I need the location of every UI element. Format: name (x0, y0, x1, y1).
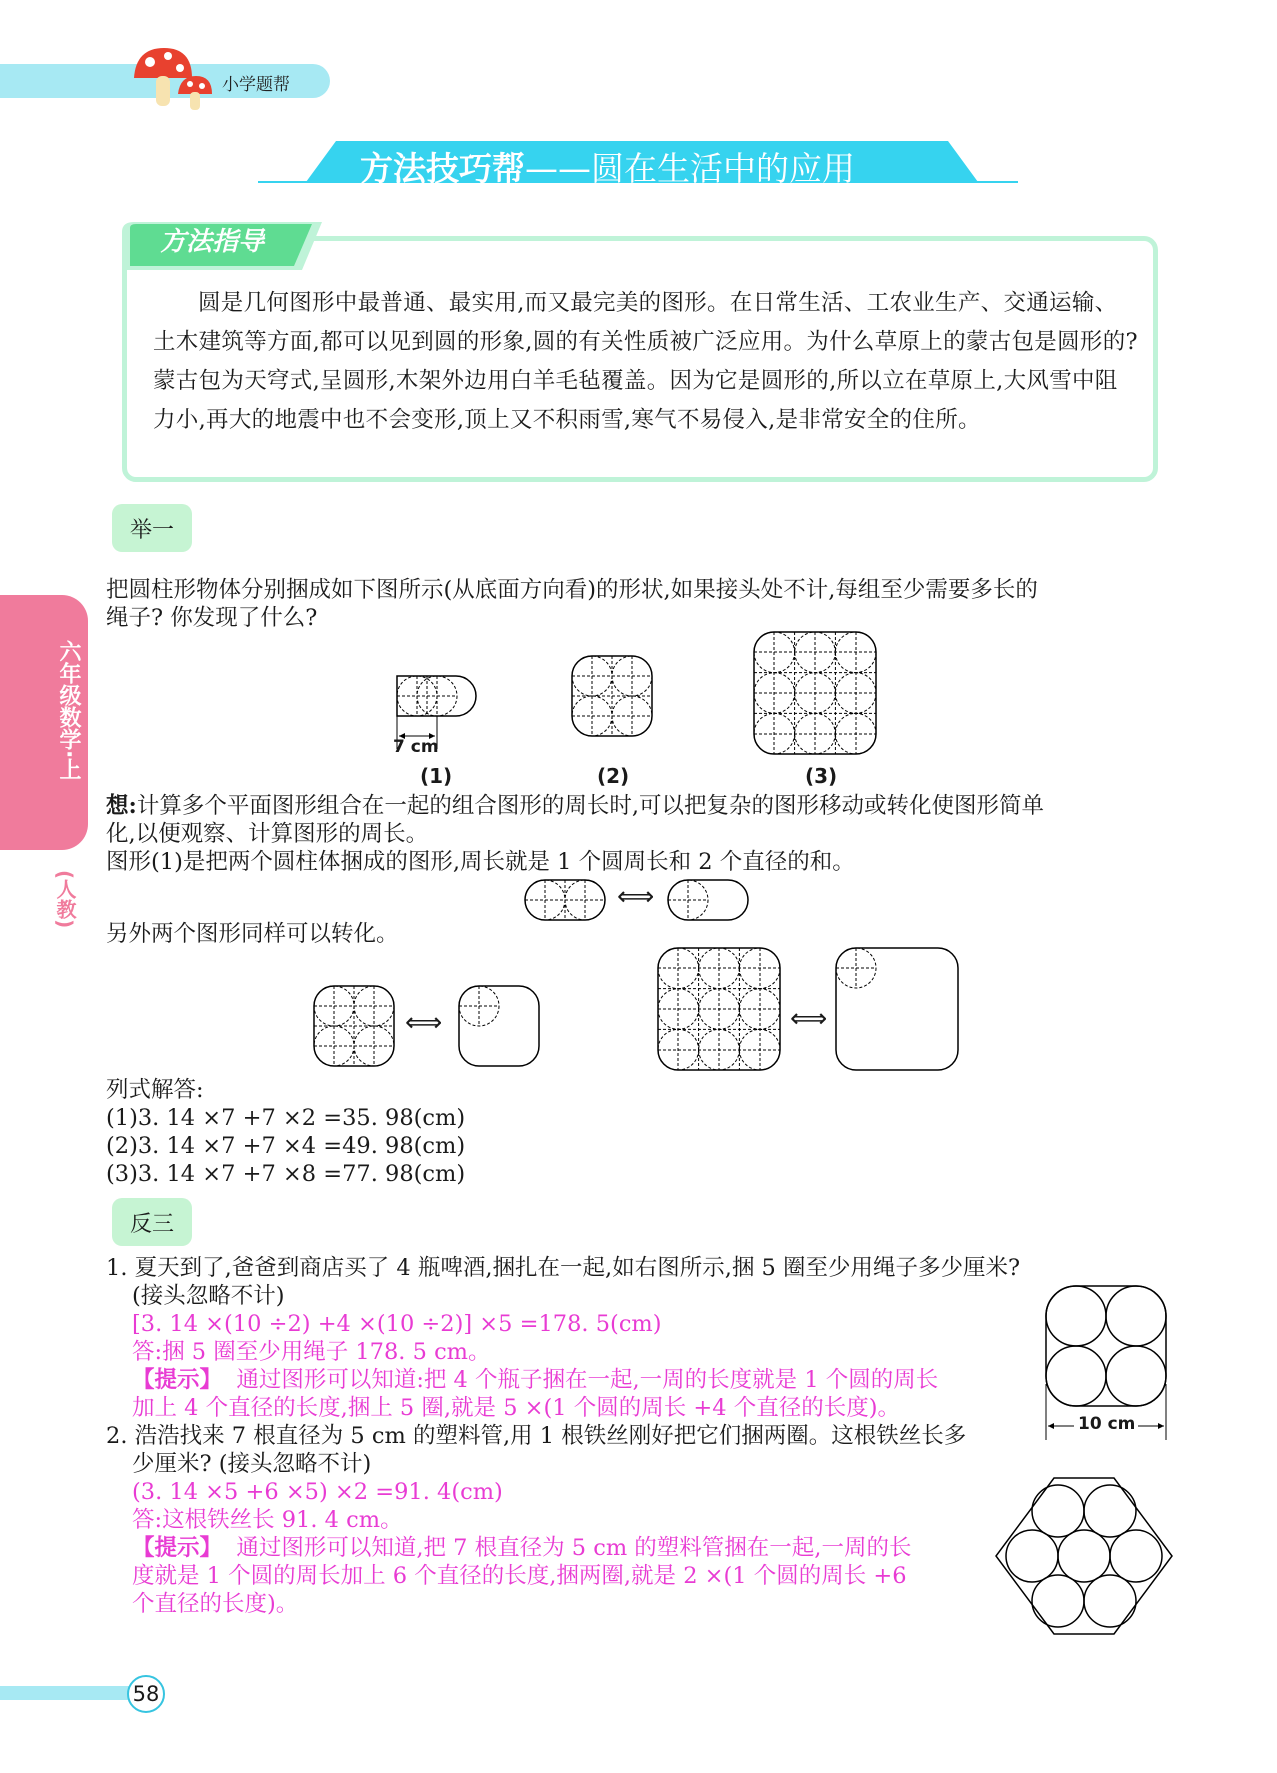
figure-2 (570, 654, 660, 744)
solution-title: 列式解答: (106, 1077, 204, 1103)
q2-hint-line3: 个直径的长度)。 (132, 1591, 299, 1617)
side-grade: 六年级数学·上 (56, 640, 81, 781)
q2-line2: 少厘米? (接头忽略不计) (132, 1451, 372, 1477)
title-sub: ——圆在生活中的应用 (525, 149, 855, 188)
example-question-line1: 把圆柱形物体分别捆成如下图所示(从底面方向看)的形状,如果接头处不计,每组至少需要多长的 (106, 577, 1038, 603)
transform-fig3-left (656, 946, 786, 1076)
transform-fig3-right (834, 946, 964, 1076)
q1-line2: (接头忽略不计) (132, 1283, 285, 1309)
q1-formula: [3. 14 ×(10 ÷2) +4 ×(10 ÷2)] ×5 =178. 5(cm) (132, 1311, 662, 1337)
q1-hint-text: 通过图形可以知道:把 4 个瓶子捆在一起,一周的长度就是 1 个圆的周长 (236, 1367, 939, 1393)
transform-fig2-right (457, 984, 543, 1070)
guide-tag: 方法指导 (160, 227, 265, 257)
transform-fig2-left (312, 984, 398, 1070)
page-title (360, 143, 855, 190)
transform-arrow-3: ⟺ (790, 1004, 828, 1034)
q1-hint-label: 【提示】 (132, 1367, 223, 1393)
solution-1: (1)3. 14 ×7 +7 ×2 =35. 98(cm) (106, 1105, 466, 1131)
transform-fig1-left (523, 878, 613, 922)
q2-answer: 答:这根铁丝长 91. 4 cm。 (132, 1507, 403, 1533)
q1-hint-line1 (132, 1366, 938, 1394)
brand-label: 小学题帮 (222, 75, 290, 95)
think-line1 (106, 792, 1044, 820)
q2-figure (994, 1476, 1174, 1636)
figure-1-label: (1) (420, 764, 453, 788)
q2-formula: (3. 14 ×5 +6 ×5) ×2 =91. 4(cm) (132, 1479, 503, 1505)
figure-2-label: (2) (597, 764, 630, 788)
tab-example: 举一 (112, 504, 192, 552)
mushroom-icon (128, 44, 218, 114)
think-label: 想: (106, 793, 137, 819)
example-question-line2: 绳子? 你发现了什么? (106, 605, 318, 631)
q1-answer: 答:捆 5 圈至少用绳子 178. 5 cm。 (132, 1339, 491, 1365)
guide-paragraph: 圆是几何图形中最普通、最实用,而又最完美的图形。在日常生活、工农业生产、交通运输、土木建筑等方面,都可以见到圆的形象,圆的有关性质被广泛应用。为什么草原上的蒙古包是圆形的? 蒙古包为天穹式,呈圆形,木架外边用白羊毛毡覆盖。因为它是圆形的,所以立在草原上,大风雪中阻力小,再大的地震中也不会变形,顶上又不积雨雪,寒气不易侵入,是非常安全的住所。 (153, 290, 1138, 433)
transform-fig1-right (666, 878, 756, 922)
solution-3: (3)3. 14 ×7 +7 ×8 =77. 98(cm) (106, 1161, 466, 1187)
q2-hint-line2: 度就是 1 个圆的周长加上 6 个直径的长度,捆两圈,就是 2 ×(1 个圆的周长 +6 (132, 1563, 907, 1589)
q2-hint-text: 通过图形可以知道,把 7 根直径为 5 cm 的塑料管捆在一起,一周的长 (236, 1535, 912, 1561)
q2-line1: 2. 浩浩找来 7 根直径为 5 cm 的塑料管,用 1 根铁丝刚好把它们捆两圈。这根铁丝长多 (106, 1423, 967, 1449)
figure-3-label: (3) (805, 764, 838, 788)
figure-1-explanation: 图形(1)是把两个圆柱体捆成的图形,周长就是 1 个圆周长和 2 个直径的和。 (106, 849, 855, 875)
page-number: 58 (127, 1675, 165, 1713)
transform-arrow-2: ⟺ (405, 1008, 443, 1038)
footer-band (0, 1686, 140, 1700)
side-edition: (人教) (53, 870, 77, 929)
q1-line1: 1. 夏天到了,爸爸到商店买了 4 瓶啤酒,捆扎在一起,如右图所示,捆 5 圈至少用绳子多少厘米? (106, 1255, 1021, 1281)
others-text: 另外两个图形同样可以转化。 (106, 921, 399, 947)
title-main: 方法技巧帮 (360, 149, 525, 188)
q1-hint-line2: 加上 4 个直径的长度,捆上 5 圈,就是 5 ×(1 个圆的周长 +4 个直径的长度)。 (132, 1395, 901, 1421)
q2-hint-line1 (132, 1534, 911, 1562)
transform-arrow-1: ⟺ (617, 882, 655, 912)
figure-1-dimension: 7 cm (393, 737, 439, 757)
solution-2: (2)3. 14 ×7 +7 ×4 =49. 98(cm) (106, 1133, 466, 1159)
think-line2: 化,以便观察、计算图形的周长。 (106, 821, 429, 847)
q1-figure-dimension: 10 cm (1078, 1414, 1136, 1434)
figure-3 (752, 630, 882, 760)
q2-hint-label: 【提示】 (132, 1535, 223, 1561)
tab-practice: 反三 (112, 1198, 192, 1246)
think-text1: 计算多个平面图形组合在一起的组合图形的周长时,可以把复杂的图形移动或转化使图形简单 (136, 793, 1044, 819)
